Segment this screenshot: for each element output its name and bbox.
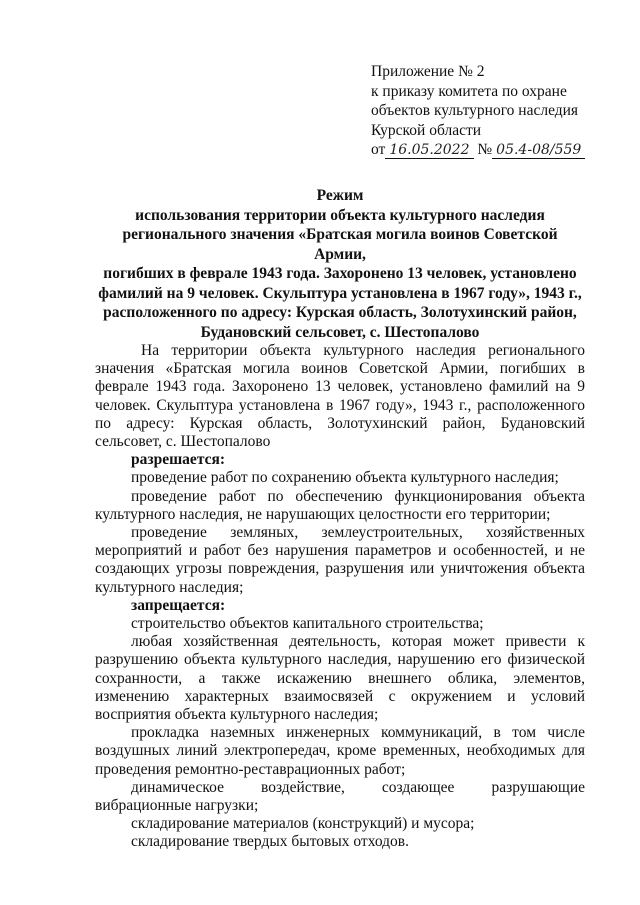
appendix-title: Приложение № 2 bbox=[371, 63, 485, 80]
title-line: Будановский сельсовет, с. Шестопалово bbox=[200, 323, 480, 341]
forbidden-item: любая хозяйственная деятельность, которая может привести к разрушению объекта культурного наследия, нарушению его физической сохранности, а также искажению внешнего облика, элементов, изменению характерных взаимосвязей с окружением и условий восприятия объекта культурного наследия; bbox=[95, 633, 585, 724]
handwritten-date: 16.05.2022 bbox=[385, 142, 473, 159]
document-body bbox=[95, 342, 585, 852]
appendix-committee-line: объектов культурного наследия bbox=[371, 102, 579, 119]
title-line: расположенного по адресу: Курская область, Золотухинский район, bbox=[103, 304, 577, 321]
title-heading: Режим bbox=[316, 187, 364, 204]
forbidden-item: складирование твердых бытовых отходов. bbox=[131, 833, 409, 851]
title-line: погибших в феврале 1943 года. Захоронено 13 человек, установлено bbox=[103, 265, 577, 282]
appendix-region-line: Курской области bbox=[371, 121, 482, 139]
allowed-item: проведение земляных, землеустроительных, хозяйственных мероприятий и работ без нарушения параметров и особенностей, и не создающих угрозы повреждения, разрушения или уничтожения объекта культурного наследия; bbox=[95, 524, 585, 596]
forbidden-item: динамическое воздействие, создающее разрушающие вибрационные нагрузки; bbox=[95, 778, 585, 815]
document-title bbox=[95, 186, 585, 342]
intro-paragraph: На территории объекта культурного наследия регионального значения «Братская могила воинов Советской Армии, погибших в феврале 1943 года. Захоронено 13 человек, установлено фамилий на 9 человек. Скульптура установлена в 1967 году», 1943 г., расположенного по адресу: Курская область, Золотухинский район, Будановский сельсовет, с. Шестопалово bbox=[95, 342, 585, 451]
date-prefix: от bbox=[371, 141, 386, 158]
title-line: регионального значения «Братская могила воинов Советской Армии, bbox=[122, 226, 558, 263]
title-line: использования территории объекта культурного наследия bbox=[135, 206, 545, 224]
forbidden-item: строительство объектов капитального строительства; bbox=[131, 615, 484, 633]
appendix-block bbox=[371, 62, 585, 161]
allowed-item: проведение работ по обеспечению функционирования объекта культурного наследия, не нарушающих целостности его территории; bbox=[95, 487, 585, 523]
forbidden-header: запрещается: bbox=[131, 596, 226, 614]
appendix-date-line bbox=[371, 140, 585, 161]
appendix-order-line: к приказу комитета по охране bbox=[371, 82, 567, 100]
title-line: фамилий на 9 человек. Скульптура установлена в 1967 году», 1943 г., bbox=[98, 284, 582, 302]
handwritten-number: 05.4-08/559 bbox=[492, 142, 585, 159]
number-prefix: № bbox=[477, 141, 493, 158]
forbidden-item: складирование материалов (конструкций) и мусора; bbox=[131, 815, 475, 833]
allowed-item: проведение работ по сохранению объекта культурного наследия; bbox=[131, 469, 559, 487]
allowed-header: разрешается: bbox=[131, 451, 226, 469]
forbidden-item: прокладка наземных инженерных коммуникаций, в том числе воздушных линий электропередач, кроме временных, необходимых для проведения ремонтно-реставрационных работ; bbox=[95, 724, 585, 778]
